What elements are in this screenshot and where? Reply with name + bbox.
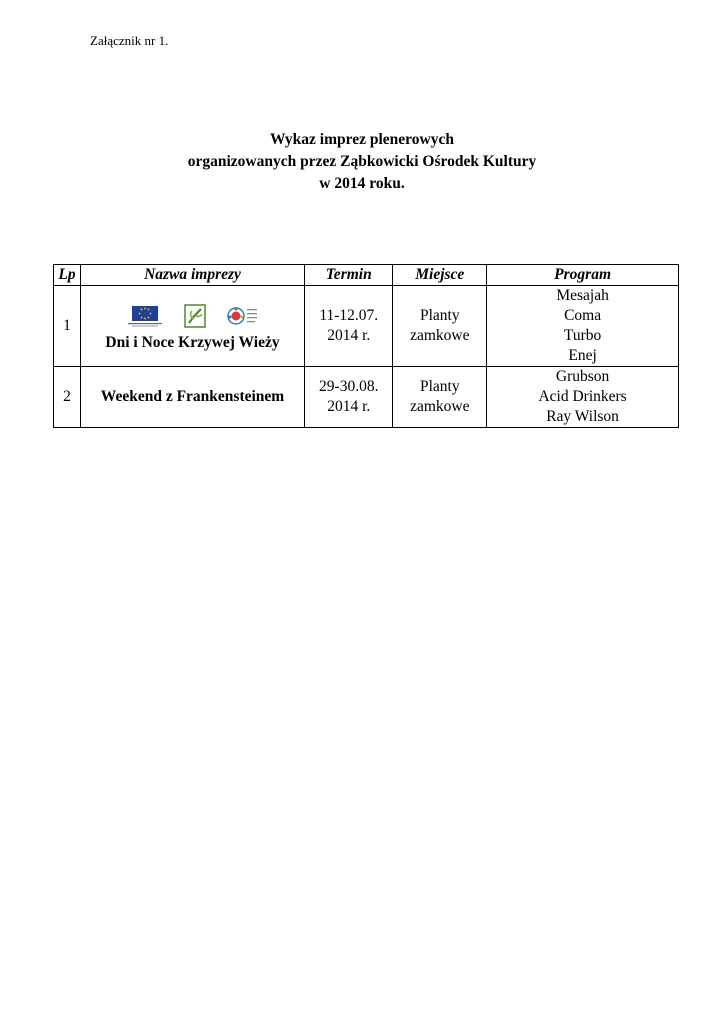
table-row bbox=[54, 367, 679, 428]
row-lp: 1 bbox=[54, 286, 81, 367]
events-table bbox=[53, 264, 679, 428]
row-term bbox=[305, 286, 393, 367]
event-name: Dni i Noce Krzywej Wieży bbox=[105, 333, 280, 351]
row-program bbox=[487, 286, 679, 367]
term-line-1: 29-30.08. bbox=[319, 378, 379, 395]
column-header-name: Nazwa imprezy bbox=[80, 265, 304, 286]
row-lp: 2 bbox=[54, 367, 81, 428]
table-row bbox=[54, 286, 679, 367]
event-name: Weekend z Frankensteinem bbox=[80, 367, 304, 428]
leader-logo-icon bbox=[184, 304, 206, 328]
document-title bbox=[0, 129, 724, 195]
row-name-cell bbox=[80, 286, 304, 367]
column-header-place: Miejsce bbox=[393, 265, 487, 286]
term-line-1: 11-12.07. bbox=[319, 307, 379, 324]
program-item: Coma bbox=[564, 307, 602, 324]
column-header-term: Termin bbox=[305, 265, 393, 286]
place-line-1: Planty bbox=[419, 378, 460, 395]
column-header-program: Program bbox=[487, 265, 679, 286]
row-term bbox=[305, 367, 393, 428]
term-line-2: 2014 r. bbox=[327, 398, 371, 415]
column-header-lp: Lp bbox=[54, 265, 81, 286]
title-line-3: w 2014 roku. bbox=[319, 175, 405, 192]
program-item: Turbo bbox=[563, 327, 602, 344]
place-line-2: zamkowe bbox=[410, 327, 470, 344]
partnership-logo-icon bbox=[226, 304, 260, 328]
row-place bbox=[393, 286, 487, 367]
table-header-row bbox=[54, 265, 679, 286]
place-line-2: zamkowe bbox=[410, 398, 470, 415]
program-item: Enej bbox=[568, 347, 597, 364]
annex-label: Załącznik nr 1. bbox=[90, 33, 169, 48]
place-line-1: Planty bbox=[419, 307, 460, 324]
term-line-2: 2014 r. bbox=[327, 327, 371, 344]
program-item: Acid Drinkers bbox=[538, 388, 627, 405]
row-place bbox=[393, 367, 487, 428]
sponsor-logos bbox=[85, 303, 300, 329]
title-line-1: Wykaz imprez plenerowych bbox=[270, 131, 454, 148]
row-program bbox=[487, 367, 679, 428]
title-line-2: organizowanych przez Ząbkowicki Ośrodek Kultury bbox=[187, 153, 537, 170]
program-item: Mesajah bbox=[556, 287, 609, 304]
eu-flag-logo-icon bbox=[126, 304, 164, 328]
program-item: Grubson bbox=[555, 368, 610, 385]
program-item: Ray Wilson bbox=[546, 408, 619, 425]
